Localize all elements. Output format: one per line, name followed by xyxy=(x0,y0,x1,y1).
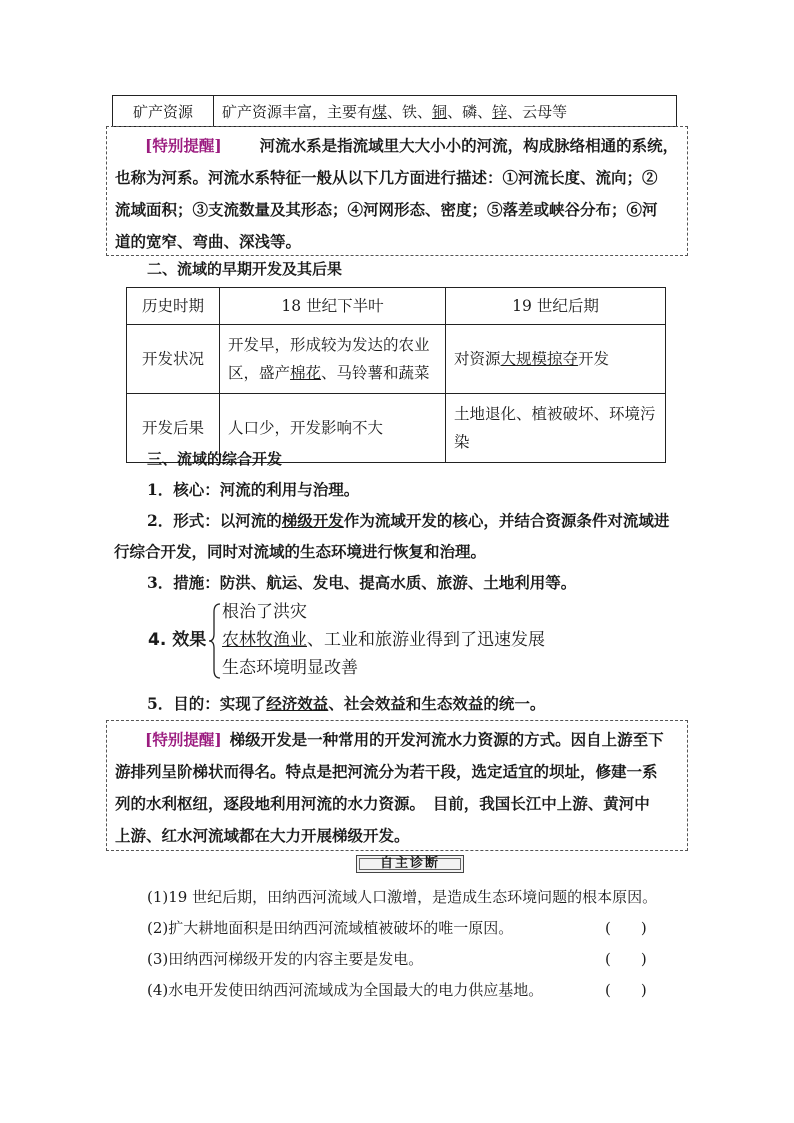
question-item: (1)19 世纪后期，田纳西河流域人口激增，是造成生态环境问题的根本原因。 xyxy=(147,888,658,906)
mineral-text: 矿产资源丰富，主要有煤、铁、铜、磷、锌、云母等 xyxy=(214,96,677,127)
item-core: 1．核心：河流的利用与治理。 xyxy=(147,480,360,499)
diagnosis-title: 自主诊断 xyxy=(379,856,440,871)
item-form-line2: 行综合开发，同时对流域的生态环境进行恢复和治理。 xyxy=(114,542,487,561)
answer-paren: ( ) xyxy=(605,981,647,999)
mineral-label: 矿产资源 xyxy=(113,96,214,127)
table-cell: 开发早，形成较为发达的农业 区，盛产棉花、马铃薯和蔬菜 xyxy=(220,325,446,394)
answer-paren: ( ) xyxy=(605,919,647,937)
table-cell: 土地退化、植被破坏、环境污 染 xyxy=(446,394,666,463)
item-goal: 5．目的：实现了经济效益、社会效益和生态效益的统一。 xyxy=(147,694,546,713)
table-header: 18 世纪下半叶 xyxy=(220,288,446,325)
tip-box-cascade-development xyxy=(106,720,688,851)
effect-line-flood: 根治了洪灾 xyxy=(222,602,307,622)
row-label: 开发状况 xyxy=(127,325,220,394)
item-measures: 3．措施：防洪、航运、发电、提高水质、旅游、土地利用等。 xyxy=(147,573,577,592)
answer-paren: ( ) xyxy=(605,950,647,968)
development-table xyxy=(126,287,666,463)
question-item: (3)田纳西河梯级开发的内容主要是发电。 xyxy=(147,950,424,968)
mineral-resources-row xyxy=(112,95,677,127)
table-header: 历史时期 xyxy=(127,288,220,325)
tip-line: 流域面积；③支流数量及其形态；④河网形态、密度；⑤落差或峡谷分布；⑥河 xyxy=(115,200,658,219)
tip-line: 游排列呈阶梯状而得名。特点是把河流分为若干段，选定适宜的坝址，修建一系 xyxy=(115,762,658,781)
question-item: (4)水电开发使田纳西河流域成为全国最大的电力供应基地。 xyxy=(147,981,544,999)
tip-label: [特别提醒] xyxy=(145,730,222,749)
effects-label: 4. 效果 xyxy=(148,630,207,650)
section-title-comprehensive-development: 三、流域的综合开发 xyxy=(147,450,283,468)
brace-icon xyxy=(208,602,222,680)
effect-line-industry: 农林牧渔业、工业和旅游业得到了迅速发展 xyxy=(222,630,545,650)
table-cell: 人口少，开发影响不大 xyxy=(220,394,446,463)
item-form: 2．形式：以河流的梯级开发作为流域开发的核心，并结合资源条件对流域进 xyxy=(147,511,670,530)
table-row xyxy=(127,325,666,394)
effect-line-ecology: 生态环境明显改善 xyxy=(222,658,358,678)
tip-box-river-system xyxy=(106,126,688,256)
tip-label: [特别提醒] xyxy=(145,136,222,155)
table-cell: 对资源大规模掠夺开发 xyxy=(446,325,666,394)
table-header-row xyxy=(127,288,666,325)
tip-line: 道的宽窄、弯曲、深浅等。 xyxy=(115,232,302,251)
diagnosis-banner xyxy=(356,855,464,873)
question-item: (2)扩大耕地面积是田纳西河流域植被破坏的唯一原因。 xyxy=(147,919,514,937)
tip-line: 梯级开发是一种常用的开发河流水力资源的方式。因自上游至下 xyxy=(229,730,664,749)
tip-line: 上游、红水河流域都在大力开展梯级开发。 xyxy=(115,826,410,845)
tip-line: 河流水系是指流域里大大小小的河流，构成脉络相通的系统， xyxy=(259,136,679,155)
section-title-early-development: 二、流域的早期开发及其后果 xyxy=(147,260,343,278)
tip-line: 列的水利枢纽，逐段地利用河流的水力资源。 目前，我国长江中上游、黄河中 xyxy=(115,794,650,813)
table-header: 19 世纪后期 xyxy=(446,288,666,325)
tip-line: 也称为河系。河流水系特征一般从以下几方面进行描述：①河流长度、流向；② xyxy=(115,168,658,187)
row-label: 开发后果 xyxy=(127,394,220,463)
